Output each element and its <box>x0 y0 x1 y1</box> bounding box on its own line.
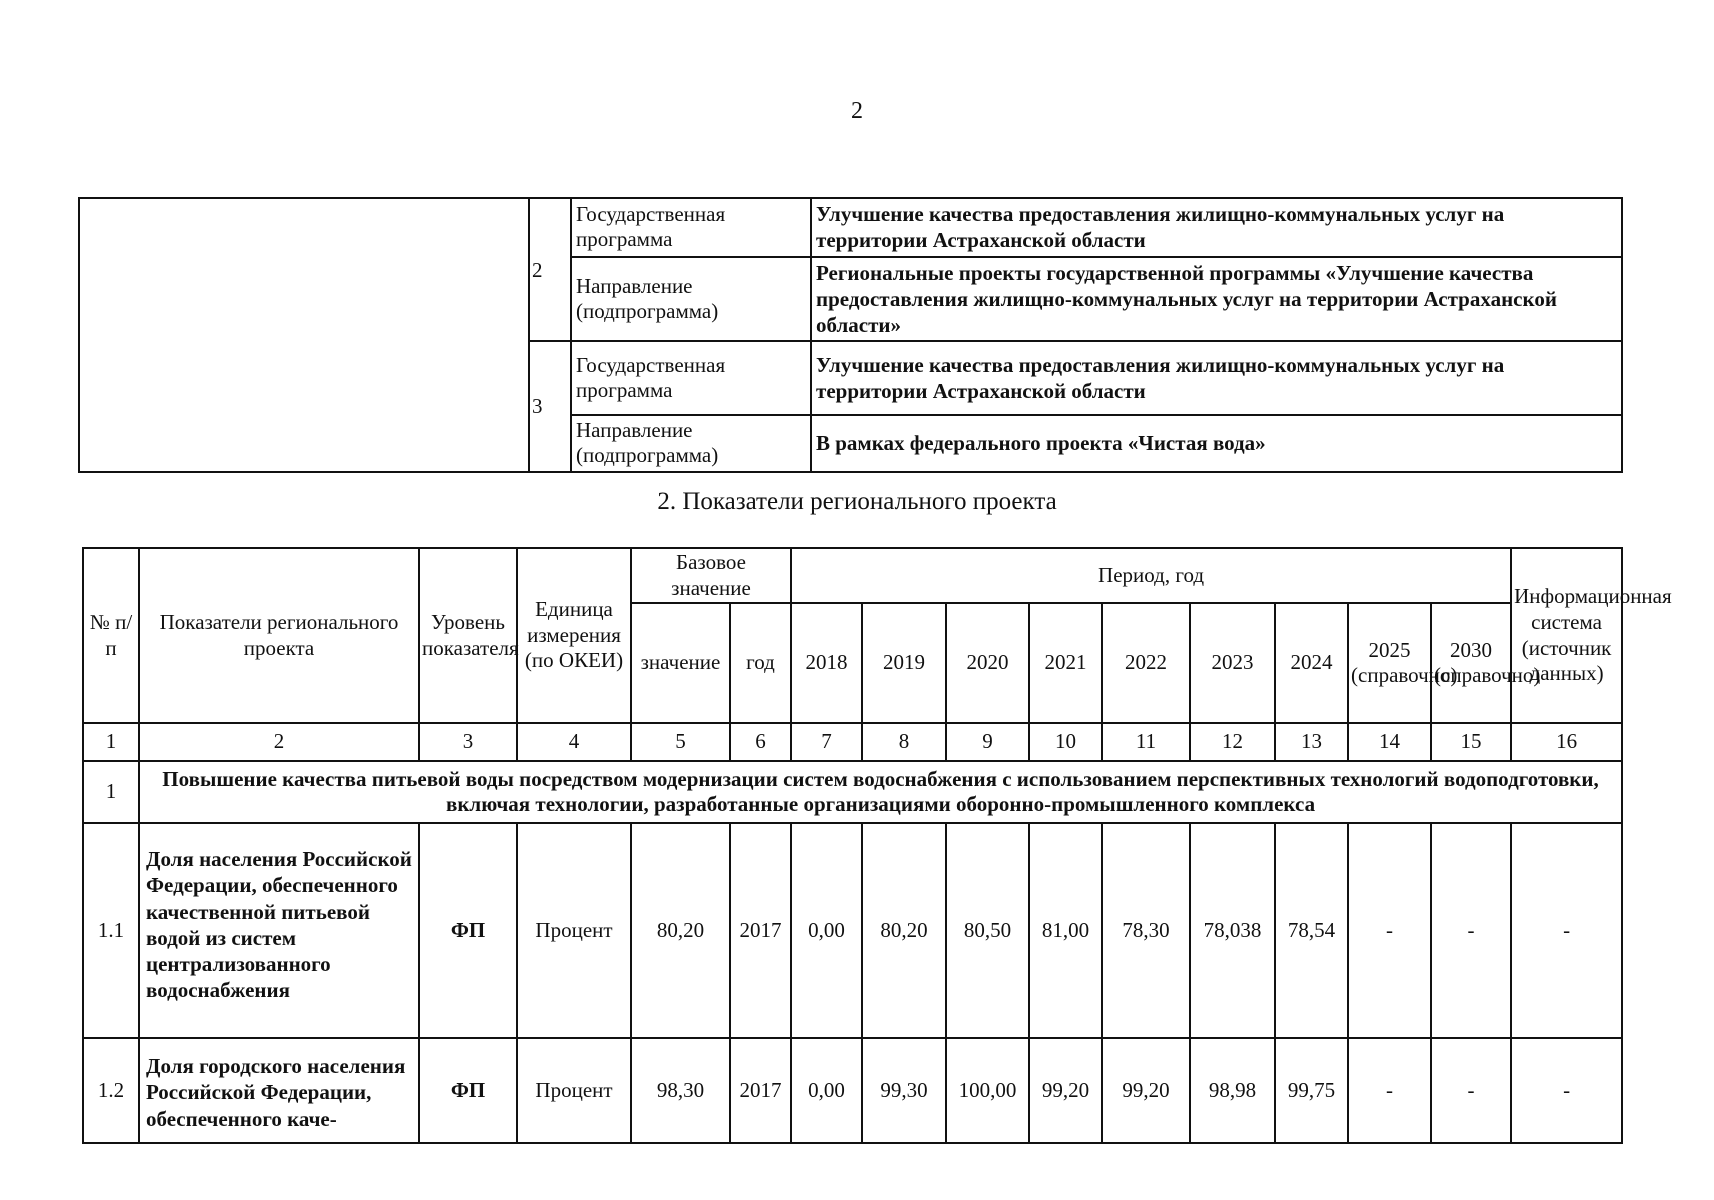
base-value: 80,20 <box>631 823 730 1038</box>
header-level: Уровень показателя <box>419 548 517 723</box>
table-row <box>83 823 1622 1038</box>
row-label: Государственная программа <box>571 198 811 257</box>
row-label: Направление (подпрограмма) <box>571 257 811 342</box>
year-value: 80,50 <box>946 823 1029 1038</box>
goal-text: Повышение качества питьевой воды посредством модернизации систем водоснабжения с использованием перспективных технологий водоподготовки, включая технологии, разработанные организациями оборонно-промышленного комплекса <box>139 761 1622 823</box>
column-number: 10 <box>1029 723 1102 761</box>
base-value: 98,30 <box>631 1038 730 1143</box>
program-info-table <box>78 197 1623 473</box>
base-year: 2017 <box>730 823 791 1038</box>
indicator-unit: Процент <box>517 1038 631 1143</box>
column-number: 4 <box>517 723 631 761</box>
year-value: 99,75 <box>1275 1038 1348 1143</box>
header-year-2025: 2025 (справочно) <box>1348 603 1431 723</box>
group-number: 2 <box>529 198 571 341</box>
column-number: 15 <box>1431 723 1511 761</box>
goal-row <box>83 761 1622 823</box>
column-number: 8 <box>862 723 946 761</box>
column-number: 14 <box>1348 723 1431 761</box>
section-title: 2. Показатели регионального проекта <box>657 488 1057 515</box>
year-value: 78,54 <box>1275 823 1348 1038</box>
column-number: 11 <box>1102 723 1190 761</box>
header-base: Базовое значение <box>631 548 791 603</box>
year-value: 100,00 <box>946 1038 1029 1143</box>
header-year-2030: 2030 (справочно) <box>1431 603 1511 723</box>
year-value: 99,30 <box>862 1038 946 1143</box>
indicator-name: Доля населения Российской Федерации, обеспеченного качественной питьевой водой из систем централизованного водоснабжения <box>139 823 419 1038</box>
header-unit: Единица измерения (по ОКЕИ) <box>517 548 631 723</box>
value-2025: - <box>1348 823 1431 1038</box>
year-value: 80,20 <box>862 823 946 1038</box>
column-number: 7 <box>791 723 862 761</box>
group-number: 3 <box>529 341 571 471</box>
value-2030: - <box>1431 1038 1511 1143</box>
row-value: Региональные проекты государственной программы «Улучшение качества предоставления жилищно-коммунальных услуг на территории Астраханской области» <box>811 257 1622 342</box>
program-row <box>79 198 1622 257</box>
header-year: 2022 <box>1102 603 1190 723</box>
info-source: - <box>1511 1038 1622 1143</box>
empty-cell <box>79 198 529 472</box>
indicator-unit: Процент <box>517 823 631 1038</box>
year-value: 78,30 <box>1102 823 1190 1038</box>
value-2030: - <box>1431 823 1511 1038</box>
header-year: 2021 <box>1029 603 1102 723</box>
column-number: 2 <box>139 723 419 761</box>
year-value: 81,00 <box>1029 823 1102 1038</box>
header-indicator: Показатели регионального проекта <box>139 548 419 723</box>
column-number: 13 <box>1275 723 1348 761</box>
indicator-level: ФП <box>419 823 517 1038</box>
year-value: 0,00 <box>791 823 862 1038</box>
header-year: 2020 <box>946 603 1029 723</box>
goal-number: 1 <box>83 761 139 823</box>
year-value: 0,00 <box>791 1038 862 1143</box>
header-year: 2023 <box>1190 603 1275 723</box>
column-number: 12 <box>1190 723 1275 761</box>
year-value: 99,20 <box>1029 1038 1102 1143</box>
row-number: 1.2 <box>83 1038 139 1143</box>
indicator-level: ФП <box>419 1038 517 1143</box>
row-value: Улучшение качества предоставления жилищно-коммунальных услуг на территории Астраханской области <box>811 198 1622 257</box>
row-label: Государственная программа <box>571 341 811 415</box>
column-number: 16 <box>1511 723 1622 761</box>
column-number: 1 <box>83 723 139 761</box>
header-base-value: значение <box>631 603 730 723</box>
column-number: 9 <box>946 723 1029 761</box>
base-year: 2017 <box>730 1038 791 1143</box>
header-num: № п/п <box>83 548 139 723</box>
column-number: 5 <box>631 723 730 761</box>
page-number: 2 <box>851 98 863 124</box>
header-year: 2018 <box>791 603 862 723</box>
table-row <box>83 1038 1622 1143</box>
row-value: Улучшение качества предоставления жилищно-коммунальных услуг на территории Астраханской области <box>811 341 1622 415</box>
indicator-name: Доля городского населения Российской Федерации, обеспеченного каче- <box>139 1038 419 1143</box>
info-source: - <box>1511 823 1622 1038</box>
row-label: Направление (подпрограмма) <box>571 415 811 471</box>
row-value: В рамках федерального проекта «Чистая вода» <box>811 415 1622 471</box>
header-year: 2019 <box>862 603 946 723</box>
header-year: 2024 <box>1275 603 1348 723</box>
row-number: 1.1 <box>83 823 139 1038</box>
year-value: 78,038 <box>1190 823 1275 1038</box>
column-number: 6 <box>730 723 791 761</box>
header-row <box>83 548 1622 603</box>
column-numbers-row <box>83 723 1622 761</box>
column-number: 3 <box>419 723 517 761</box>
header-info: Информационная система (источник данных) <box>1511 548 1622 723</box>
value-2025: - <box>1348 1038 1431 1143</box>
header-base-year: год <box>730 603 791 723</box>
year-value: 98,98 <box>1190 1038 1275 1143</box>
year-value: 99,20 <box>1102 1038 1190 1143</box>
indicators-table <box>82 547 1672 1144</box>
header-period: Период, год <box>791 548 1511 603</box>
